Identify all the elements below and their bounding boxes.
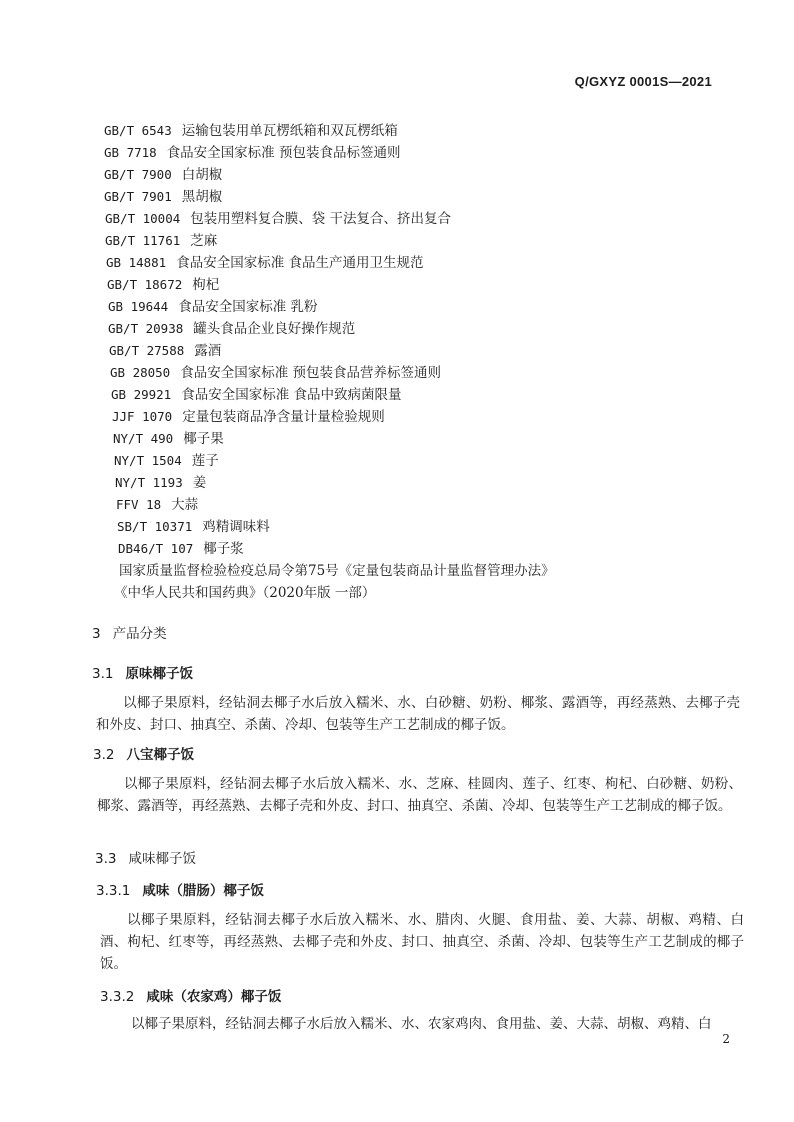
reference-item (107, 275, 219, 295)
document-code: Q/GXYZ 0001S—2021 (574, 74, 712, 89)
reference-code: DB46/T 107 (118, 541, 194, 556)
reference-item (109, 341, 221, 361)
reference-title: 芝麻 (190, 233, 218, 249)
page-number: 2 (722, 1032, 730, 1046)
reference-title: 莲子 (191, 453, 219, 469)
reference-title: 鸡精调味料 (202, 519, 270, 535)
reference-title: 运输包装用单瓦楞纸箱和双瓦楞纸箱 (181, 123, 398, 139)
section-heading-3 (92, 624, 167, 644)
paragraph-3-3-1 (100, 892, 744, 975)
reference-item (104, 121, 398, 141)
reference-code: GB 14881 (106, 255, 167, 270)
paragraph-text: 以椰子果原料，经钻洞去椰子水后放入糯米、水、腊肉、火腿、食用盐、姜、大蒜、胡椒、鸡精、白酒、枸杞、红枣等，再经蒸熟、去椰子壳和外皮、封口、抽真空、杀菌、冷却、包装等生产工艺制成的椰子饭。 (100, 912, 744, 972)
section-number: 3 (92, 626, 101, 642)
section-title: 产品分类 (112, 626, 167, 642)
reference-title: 食品安全国家标准 乳粉 (178, 299, 318, 315)
reference-title: 食品安全国家标准 预包装食品标签通则 (166, 145, 401, 161)
reference-title: 大蒜 (171, 497, 199, 513)
reference-code: GB 28050 (110, 365, 171, 380)
reference-title: 黑胡椒 (181, 189, 223, 205)
reference-code: JJF 1070 (112, 409, 173, 424)
reference-item (108, 297, 318, 317)
subsection-title: 原味椰子饭 (125, 666, 193, 682)
subsection-title: 咸味椰子饭 (128, 851, 196, 867)
reference-code: NY/T 1504 (114, 453, 182, 468)
reference-code: GB/T 7900 (104, 167, 172, 182)
paragraph-3-3-2 (104, 996, 748, 1035)
reference-title: 枸杞 (192, 277, 220, 293)
reference-code: GB/T 20938 (108, 321, 184, 336)
reference-item (112, 407, 385, 427)
reference-title: 椰子果 (183, 431, 224, 447)
reference-code: GB/T 7901 (104, 189, 172, 204)
reference-item (104, 187, 222, 207)
reference-code: NY/T 1193 (115, 475, 183, 490)
paragraph-text: 以椰子果原料，经钻洞去椰子水后放入糯米、水、芝麻、桂圆肉、莲子、红枣、枸杞、白砂糖、奶粉、椰浆、露酒等，再经蒸熟、去椰子壳和外皮、封口、抽真空、杀菌、冷却、包装等生产工艺制成的椰子饭。 (97, 776, 742, 814)
reference-item (117, 517, 270, 537)
paragraph-3-2 (97, 756, 742, 817)
reference-code: GB 19644 (108, 299, 169, 314)
reference-code: GB 29921 (111, 387, 172, 402)
reference-item (118, 539, 244, 559)
reference-title: 包装用塑料复合膜、袋 干法复合、挤出复合 (190, 211, 452, 227)
reference-item (110, 363, 441, 383)
reference-code: SB/T 10371 (117, 519, 193, 534)
reference-code: GB/T 6543 (104, 123, 172, 138)
subsection-number: 3.3.2 (100, 989, 135, 1005)
reference-title: 食品安全国家标准 预包装食品营养标签通则 (180, 365, 442, 381)
subsection-number: 3.3.1 (96, 883, 131, 899)
reference-code: GB/T 10004 (105, 211, 181, 226)
subsection-title: 八宝椰子饭 (126, 747, 194, 763)
reference-item (115, 473, 206, 493)
reference-code: GB 7718 (104, 145, 157, 160)
reference-item (104, 143, 400, 163)
reference-item (108, 319, 355, 339)
reference-item-regulation: 国家质量监督检验检疫总局令第75号《定量包装商品计量监督管理办法》 (119, 563, 555, 579)
reference-code: NY/T 490 (113, 431, 174, 446)
reference-title: 食品安全国家标准 食品生产通用卫生规范 (176, 255, 424, 271)
reference-item-pharmacopoeia: 《中华人民共和国药典》（2020年版 一部） (114, 585, 376, 601)
subsection-title: 咸味（腊肠）椰子饭 (142, 883, 264, 899)
reference-item (105, 231, 217, 251)
reference-title: 定量包装商品净含量计量检验规则 (182, 409, 385, 425)
reference-title: 食品安全国家标准 食品中致病菌限量 (181, 387, 402, 403)
subsection-heading-3-3 (95, 849, 196, 869)
subsection-title: 咸味（农家鸡）椰子饭 (146, 989, 282, 1005)
subsection-number: 3.2 (93, 747, 115, 763)
reference-item (116, 495, 198, 515)
paragraph-3-1 (96, 673, 740, 736)
reference-title: 罐头食品企业良好操作规范 (193, 321, 356, 337)
subsection-number: 3.1 (92, 666, 114, 682)
reference-code: FFV 18 (116, 497, 162, 512)
reference-item (106, 253, 424, 273)
reference-code: GB/T 18672 (107, 277, 183, 292)
reference-code: GB/T 11761 (105, 233, 181, 248)
subsection-number: 3.3 (95, 851, 117, 867)
reference-title: 白胡椒 (181, 167, 223, 183)
reference-title: 露酒 (194, 343, 222, 359)
reference-item (114, 451, 219, 471)
reference-title: 姜 (192, 475, 207, 491)
paragraph-text: 以椰子果原料，经钻洞去椰子水后放入糯米、水、白砂糖、奶粉、椰浆、露酒等，再经蒸熟、去椰子壳和外皮、封口、抽真空、杀菌、冷却、包装等生产工艺制成的椰子饭。 (96, 695, 740, 733)
reference-item (113, 429, 224, 449)
reference-title: 椰子浆 (203, 541, 244, 557)
reference-item (105, 209, 451, 229)
paragraph-text: 以椰子果原料，经钻洞去椰子水后放入糯米、水、农家鸡肉、食用盐、姜、大蒜、胡椒、鸡精、白 (131, 1016, 712, 1032)
reference-item (104, 165, 222, 185)
reference-item (111, 385, 402, 405)
reference-code: GB/T 27588 (109, 343, 185, 358)
